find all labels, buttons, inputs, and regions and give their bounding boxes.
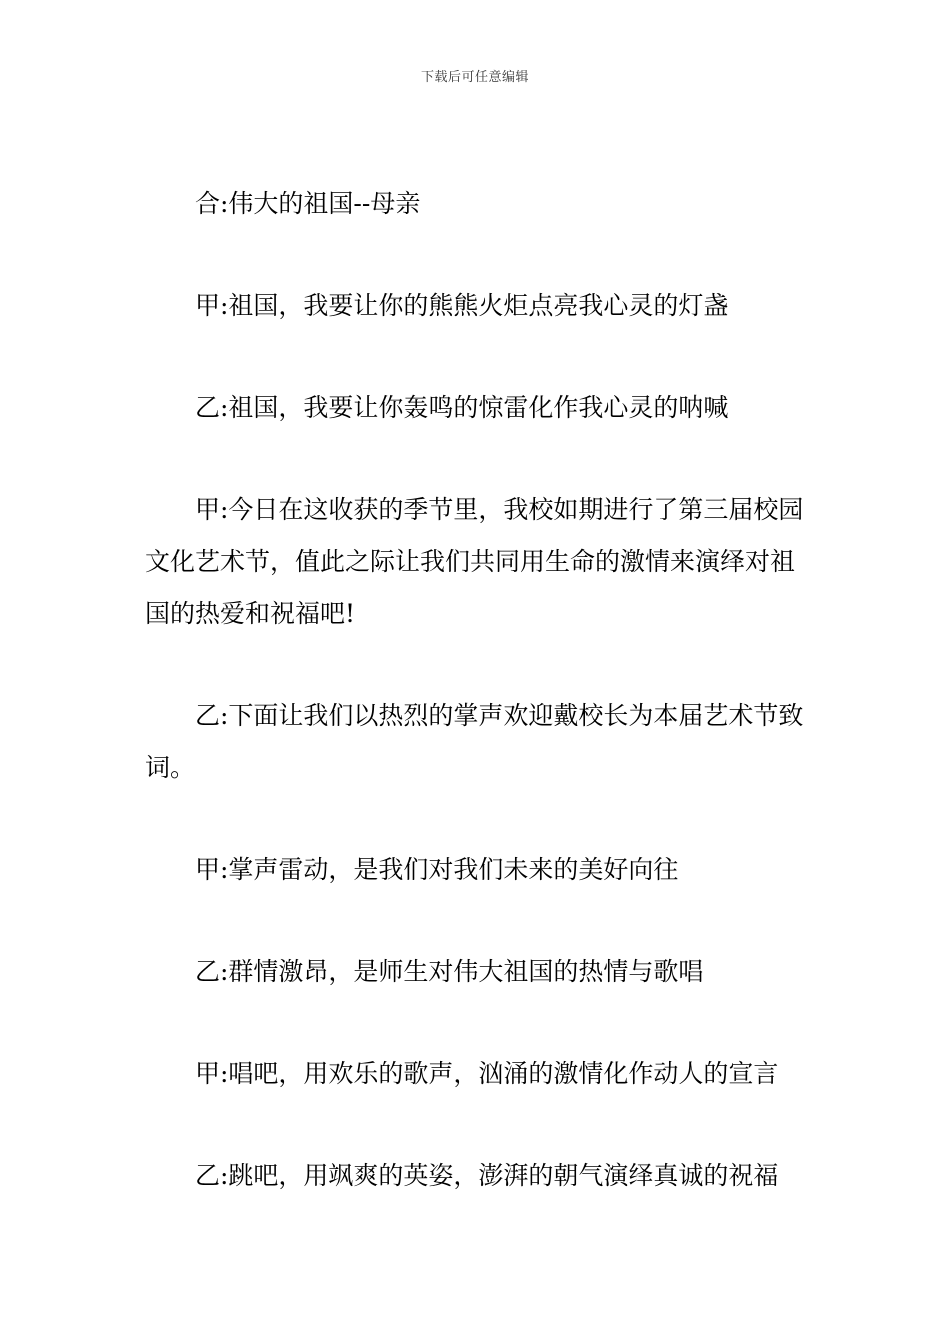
paragraph-2: 甲:祖国，我要让你的熊熊火炬点亮我心灵的灯盏 (195, 291, 729, 320)
paragraph-3: 乙:祖国，我要让你轰鸣的惊雷化作我心灵的呐喊 (195, 393, 729, 422)
document-body (145, 178, 810, 1252)
paragraph-4: 甲:今日在这收获的季节里，我校如期进行了第三届校园文化艺术节，值此之际让我们共同用生命的激情来演绎对祖国的热爱和祝福吧! (145, 495, 804, 628)
paragraph-9: 乙:跳吧，用飒爽的英姿，澎湃的朝气演绎真诚的祝福 (195, 1161, 779, 1190)
paragraph-7: 乙:群情激昂，是师生对伟大祖国的热情与歌唱 (195, 957, 704, 986)
paragraph-1: 合:伟大的祖国--母亲 (195, 189, 421, 218)
header-note: 下载后可任意编辑 (420, 70, 529, 85)
paragraph-6: 甲:掌声雷动，是我们对我们未来的美好向往 (195, 855, 679, 884)
paragraph-8: 甲:唱吧，用欢乐的歌声，汹涌的激情化作动人的宣言 (195, 1059, 779, 1088)
paragraph-5: 乙:下面让我们以热烈的掌声欢迎戴校长为本届艺术节致词。 (145, 701, 804, 782)
